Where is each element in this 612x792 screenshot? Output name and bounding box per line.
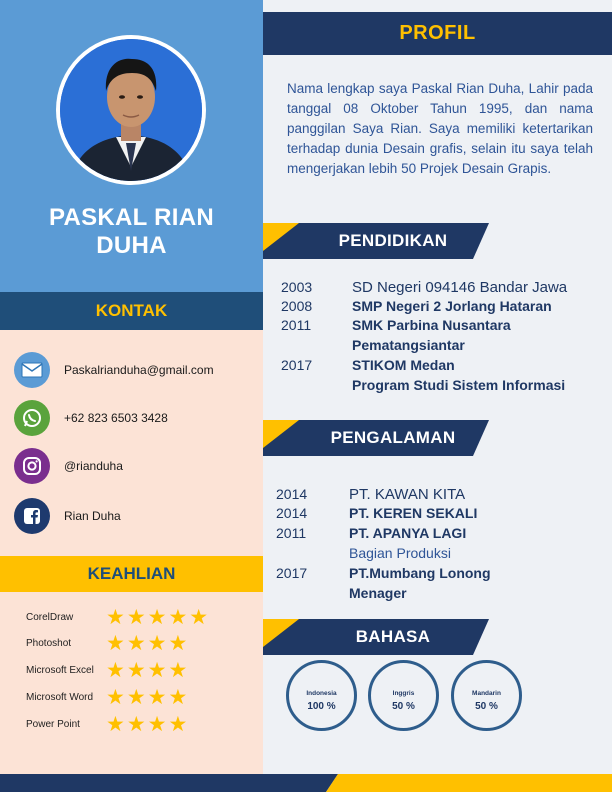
skill-row — [26, 713, 189, 735]
experience-text: PT. KAWAN KITA — [349, 486, 466, 503]
avatar-ring — [56, 35, 206, 185]
skill-row — [26, 606, 210, 628]
facebook-icon — [14, 498, 50, 534]
instagram-text[interactable]: @rianduha — [64, 459, 123, 473]
experience-year: 2017 — [276, 565, 308, 581]
profile-text: Nama lengkap saya Paskal Rian Duha, Lahir pada tanggal 08 Oktober Tahun 1995, dan nama panggilan Saya Rian. Saya memiliki ketertarikan terhadap dunia Desain grafis, selain itu saya telah mengerjakan lebih 50 Projek Desain Grapis. — [287, 81, 593, 176]
education-text: SMP Negeri 2 Jorlang Hataran — [352, 298, 552, 314]
person-name-line-2: DUHA — [96, 232, 167, 259]
education-text: Pematangsiantar — [352, 337, 465, 353]
contact-instagram — [14, 446, 123, 486]
language-percent: 100 % — [307, 701, 336, 712]
language-circle — [368, 660, 439, 731]
language-circle — [451, 660, 522, 731]
skill-label: Photoshot — [26, 637, 72, 649]
person-name-line-1: PASKAL RIAN — [48, 204, 215, 231]
profile-heading: PROFIL — [263, 12, 612, 55]
star-rating-icon: ★★★★ — [106, 712, 190, 736]
facebook-text[interactable]: Rian Duha — [64, 509, 121, 523]
skill-row — [26, 632, 189, 654]
star-rating-icon: ★★★★ — [106, 631, 190, 655]
skill-label: Microsoft Word — [26, 691, 94, 703]
education-year: 2017 — [281, 357, 313, 373]
experience-heading — [263, 420, 489, 456]
experience-text: PT. APANYA LAGI — [349, 525, 467, 541]
experience-year: 2014 — [276, 486, 308, 502]
instagram-icon — [14, 448, 50, 484]
education-text: SD Negeri 094146 Bandar Jawa — [352, 279, 568, 296]
footer-stripe — [0, 774, 612, 792]
avatar — [60, 39, 202, 181]
skill-row — [26, 659, 189, 681]
profile-header-panel — [0, 0, 263, 292]
star-rating-icon: ★★★★ — [106, 685, 190, 709]
star-rating-icon: ★★★★ — [106, 658, 190, 682]
language-circle — [286, 660, 357, 731]
language-percent: 50 % — [392, 701, 415, 712]
education-text: Program Studi Sistem Informasi — [352, 377, 566, 393]
experience-text: Menager — [349, 585, 407, 601]
experience-text: PT. KEREN SEKALI — [349, 505, 478, 521]
skill-label: Power Point — [26, 718, 80, 730]
skills-heading: KEAHLIAN — [0, 556, 263, 592]
language-name: Indonesia — [306, 690, 337, 697]
education-heading — [263, 223, 489, 259]
phone-text[interactable]: +62 823 6503 3428 — [64, 411, 168, 425]
language-name: Inggris — [392, 690, 415, 697]
experience-title: PENGALAMAN — [330, 428, 456, 447]
language-heading — [263, 619, 489, 655]
contact-whatsapp — [14, 398, 168, 438]
education-year: 2011 — [281, 317, 312, 333]
email-text[interactable]: Paskalrianduha@gmail.com — [64, 363, 214, 377]
person-name — [0, 204, 263, 260]
skill-label: CorelDraw — [26, 611, 74, 623]
experience-text: Bagian Produksi — [349, 545, 451, 561]
contact-heading: KONTAK — [0, 292, 263, 330]
avatar-portrait-icon — [60, 39, 202, 181]
email-icon — [14, 352, 50, 388]
skill-row — [26, 686, 189, 708]
star-rating-icon: ★★★★★ — [106, 605, 211, 629]
language-title: BAHASA — [355, 627, 431, 646]
language-percent: 50 % — [475, 701, 498, 712]
education-year: 2003 — [281, 279, 313, 295]
experience-text: PT.Mumbang Lonong — [349, 565, 491, 581]
language-name: Mandarin — [472, 690, 501, 697]
contact-email — [14, 350, 214, 390]
education-year: 2008 — [281, 298, 313, 314]
whatsapp-icon — [14, 400, 50, 436]
experience-year: 2011 — [276, 525, 307, 541]
contact-facebook — [14, 496, 121, 536]
education-title: PENDIDIKAN — [338, 231, 448, 250]
skill-label: Microsoft Excel — [26, 664, 94, 676]
experience-year: 2014 — [276, 505, 308, 521]
education-text: STIKOM Medan — [352, 357, 455, 373]
education-text: SMK Parbina Nusantara — [352, 317, 511, 333]
